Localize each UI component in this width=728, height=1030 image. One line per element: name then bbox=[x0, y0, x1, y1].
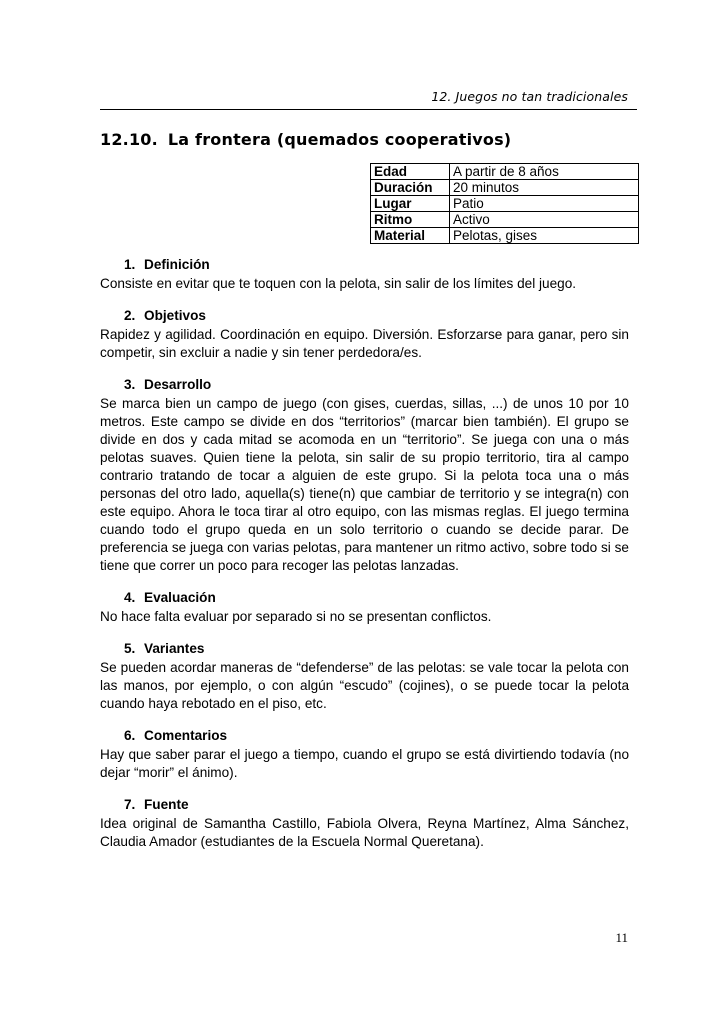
section-definition bbox=[100, 256, 629, 293]
section-heading-text: Fuente bbox=[144, 797, 189, 812]
section-heading-text: Variantes bbox=[144, 641, 205, 656]
section-number: 2. bbox=[124, 308, 136, 323]
section-evaluation bbox=[100, 589, 629, 626]
section-heading-text: Objetivos bbox=[144, 308, 206, 323]
section-number: 5. bbox=[124, 641, 136, 656]
section-body: Rapidez y agilidad. Coordinación en equipo. Diversión. Esforzarse para ganar, pero sin competir, sin excluir a nadie y sin tener perdedora/es. bbox=[100, 327, 629, 360]
section-body: Se pueden acordar maneras de “defenderse” de las pelotas: se vale tocar la pelota con las manos, por ejemplo, o con algún “escudo” (cojines), o se puede tocar la pelota cuando haya rebotado en el piso, etc. bbox=[100, 660, 629, 711]
section-body: Idea original de Samantha Castillo, Fabiola Olvera, Reyna Martínez, Alma Sánchez, Claudia Amador (estudiantes de la Escuela Normal Queretana). bbox=[100, 816, 629, 849]
activity-content bbox=[100, 256, 629, 865]
section-heading bbox=[100, 256, 629, 274]
header-rule bbox=[100, 109, 637, 110]
section-development bbox=[100, 376, 629, 575]
info-value: Pelotas, gises bbox=[450, 228, 639, 244]
activity-number: 12.10. bbox=[100, 130, 158, 149]
section-number: 3. bbox=[124, 377, 136, 392]
section-heading bbox=[100, 376, 629, 394]
activity-title-text: La frontera (quemados cooperativos) bbox=[167, 130, 512, 149]
section-heading bbox=[100, 589, 629, 607]
info-row-material bbox=[371, 228, 639, 244]
page-number: 11 bbox=[615, 930, 628, 945]
section-heading-text: Evaluación bbox=[144, 590, 216, 605]
section-number: 1. bbox=[124, 257, 136, 272]
section-heading-text: Definición bbox=[144, 257, 210, 272]
section-body: Hay que saber parar el juego a tiempo, cuando el grupo se está divirtiendo todavía (no dejar “morir” el ánimo). bbox=[100, 747, 629, 780]
info-label: Ritmo bbox=[371, 212, 450, 228]
info-label: Lugar bbox=[371, 196, 450, 212]
section-body: No hace falta evaluar por separado si no se presentan conflictos. bbox=[100, 609, 492, 624]
info-label: Duración bbox=[371, 180, 450, 196]
info-row-age bbox=[371, 164, 639, 180]
section-comments bbox=[100, 727, 629, 782]
section-number: 6. bbox=[124, 728, 136, 743]
info-label: Edad bbox=[371, 164, 450, 180]
section-source bbox=[100, 796, 629, 851]
section-heading bbox=[100, 727, 629, 745]
section-number: 4. bbox=[124, 590, 136, 605]
info-row-place bbox=[371, 196, 639, 212]
section-heading bbox=[100, 640, 629, 658]
activity-title bbox=[100, 130, 511, 149]
info-value: A partir de 8 años bbox=[450, 164, 639, 180]
section-body: Consiste en evitar que te toquen con la pelota, sin salir de los límites del juego. bbox=[100, 276, 577, 291]
section-heading-text: Desarrollo bbox=[144, 377, 212, 392]
activity-info-table bbox=[370, 163, 639, 244]
info-row-duration bbox=[371, 180, 639, 196]
section-objectives bbox=[100, 307, 629, 362]
info-value: 20 minutos bbox=[450, 180, 639, 196]
info-label: Material bbox=[371, 228, 450, 244]
running-header: 12. Juegos no tan tradicionales bbox=[431, 89, 628, 104]
section-heading-text: Comentarios bbox=[144, 728, 228, 743]
section-heading bbox=[100, 307, 629, 325]
section-number: 7. bbox=[124, 797, 136, 812]
info-value: Patio bbox=[450, 196, 639, 212]
section-body: Se marca bien un campo de juego (con gises, cuerdas, sillas, ...) de unos 10 por 10 metros. Este campo se divide en dos “territorios” (marcar bien también). El grupo se divide en dos y cada mitad se acomoda en un “territorio”. Se juega con una o más pelotas suaves. Quien tiene la pelota, sin salir de su propio territorio, tira al campo contrario tratando de tocar a alguien de este grupo. Si la pelota toca una o más personas del otro lado, aquella(s) tiene(n) que cambiar de territorio y se integra(n) con este equipo. Ahora le toca tirar al otro equipo, con las mismas reglas. El juego termina cuando todo el grupo queda en un solo territorio o cuando se decide parar. De preferencia se juega con varias pelotas, para mantener un ritmo activo, sobre todo si se tiene que correr un poco para recoger las pelotas lanzadas. bbox=[100, 396, 629, 573]
info-row-rhythm bbox=[371, 212, 639, 228]
section-heading bbox=[100, 796, 629, 814]
info-value: Activo bbox=[450, 212, 639, 228]
section-variants bbox=[100, 640, 629, 713]
